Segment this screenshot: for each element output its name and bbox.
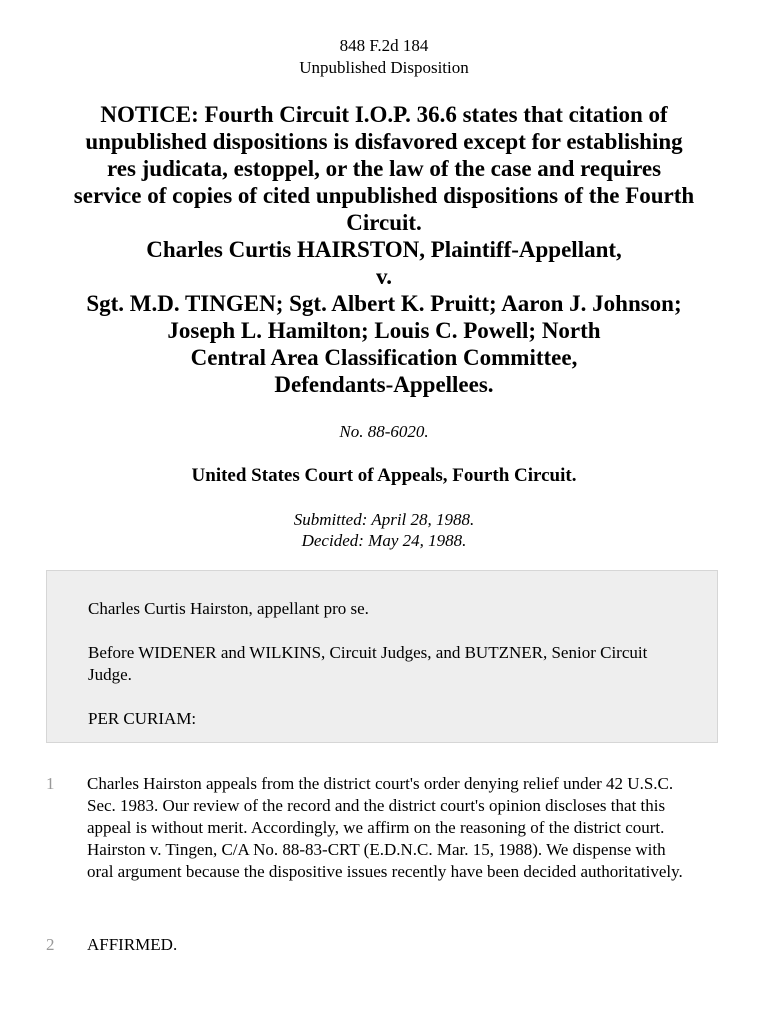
counsel-line: Charles Curtis Hairston, appellant pro se. (88, 599, 369, 618)
party-line: Charles Curtis HAIRSTON, Plaintiff-Appellant, (146, 237, 622, 262)
notice-line: NOTICE: Fourth Circuit I.O.P. 36.6 states that citation of (100, 102, 668, 127)
disposition-label: Unpublished Disposition (299, 58, 469, 77)
panel-line: Before WIDENER and WILKINS, Circuit Judges, and BUTZNER, Senior Circuit Judge. (88, 643, 648, 684)
notice-line: res judicata, estoppel, or the law of the case and requires (106, 156, 662, 181)
paragraph-text: Charles Hairston appeals from the district court's order denying relief under 42 U.S.C. Sec. 1983. Our review of the record and the district court's opinion discloses that this appeal is without merit. Accordingly, we affirm on the reasoning of the district court. Hairston v. Tingen, C/A No. 88-83-CRT (E.D.N.C. Mar. 15, 1988). We dispense with oral argument because the dispositive issues recently have been decided authoritatively. (87, 774, 683, 881)
reporter-citation: 848 F.2d 184 (339, 36, 429, 55)
court-name: United States Court of Appeals, Fourth Circuit. (191, 465, 577, 486)
decided-date: Decided: May 24, 1988. (301, 531, 467, 550)
preliminary-matter-box (46, 570, 718, 743)
submitted-date: Submitted: April 28, 1988. (293, 510, 475, 529)
notice-line: service of copies of cited unpublished dispositions of the Fourth (73, 183, 695, 208)
per-curiam-label: PER CURIAM: (88, 709, 197, 728)
party-line: Joseph L. Hamilton; Louis C. Powell; North (167, 318, 601, 343)
decision-dates (0, 509, 768, 551)
paragraph-number: 2 (46, 935, 55, 954)
case-heading (40, 101, 728, 398)
case-citation-block (0, 35, 768, 79)
paragraph-number: 1 (46, 774, 55, 793)
notice-line: unpublished dispositions is disfavored except for establishing (85, 129, 683, 154)
party-line: v. (376, 264, 392, 289)
notice-line: Circuit. (346, 210, 422, 235)
paragraph-text: AFFIRMED. (87, 935, 178, 954)
party-line: Defendants-Appellees. (274, 372, 494, 397)
party-line: Sgt. M.D. TINGEN; Sgt. Albert K. Pruitt; Aaron J. Johnson; (86, 291, 682, 316)
party-line: Central Area Classification Committee, (190, 345, 578, 370)
docket-number: No. 88-6020. (339, 422, 429, 441)
